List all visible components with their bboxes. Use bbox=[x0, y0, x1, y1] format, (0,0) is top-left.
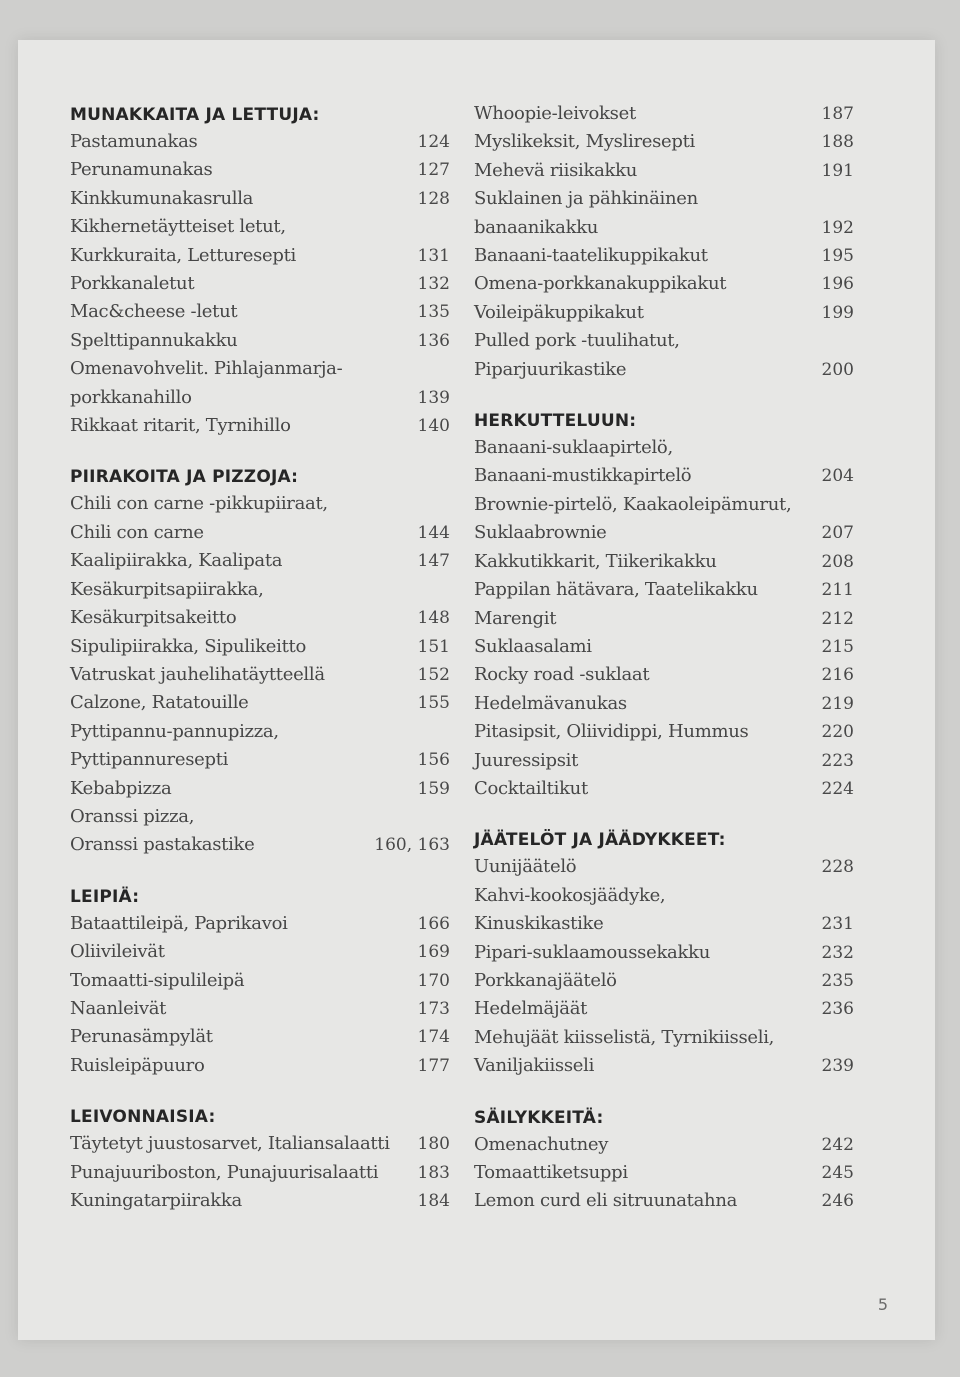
toc-entry bbox=[70, 746, 450, 774]
toc-entry bbox=[70, 270, 450, 298]
entry-title: Piparjuurikastike bbox=[474, 358, 627, 380]
toc-entry bbox=[70, 1023, 450, 1051]
toc-entry bbox=[70, 547, 450, 575]
toc-entry bbox=[70, 355, 450, 383]
entry-page-number: 228 bbox=[821, 857, 854, 878]
toc-left-column bbox=[70, 100, 450, 1237]
entry-title: Suklaabrownie bbox=[474, 522, 607, 544]
entry-title: banaanikakku bbox=[474, 216, 599, 238]
entry-title: Vatruskat jauhelihatäytteellä bbox=[70, 663, 325, 685]
entry-title: Calzone, Ratatouille bbox=[70, 692, 249, 714]
entry-page-number: 135 bbox=[417, 302, 450, 323]
toc-entry bbox=[474, 157, 854, 185]
entry-page-number: 235 bbox=[821, 970, 854, 991]
entry-title: Mac&cheese -letut bbox=[70, 301, 238, 323]
entry-title: Omenachutney bbox=[474, 1133, 609, 1155]
toc-entry bbox=[474, 995, 854, 1023]
entry-page-number: 152 bbox=[417, 664, 450, 685]
entry-title: Banaani-suklaapirtelö, bbox=[474, 437, 673, 459]
entry-page-number: 183 bbox=[417, 1162, 450, 1183]
entry-title: Kesäkurpitsakeitto bbox=[70, 607, 237, 629]
toc-entry bbox=[70, 576, 450, 604]
toc-entry bbox=[474, 270, 854, 298]
toc-entry bbox=[474, 1052, 854, 1080]
toc-entry bbox=[474, 747, 854, 775]
toc-entry bbox=[70, 633, 450, 661]
entry-page-number: 170 bbox=[417, 970, 450, 991]
toc-entry bbox=[474, 100, 854, 128]
toc-entry bbox=[474, 491, 854, 519]
entry-page-number: 215 bbox=[821, 636, 854, 657]
entry-title: Rocky road -suklaat bbox=[474, 664, 650, 686]
toc-entry bbox=[474, 128, 854, 156]
entry-title: Kahvi-kookosjäädyke, bbox=[474, 884, 666, 906]
entry-title: Kuningatarpiirakka bbox=[70, 1190, 242, 1211]
toc-section-leivonnaisia bbox=[70, 1102, 450, 1215]
entry-title: Pappilan hätävara, Taatelikakku bbox=[474, 579, 758, 601]
book-page bbox=[18, 40, 935, 1340]
toc-entry bbox=[474, 185, 854, 213]
toc-entry bbox=[70, 967, 450, 995]
entry-title: Chili con carne bbox=[70, 521, 204, 543]
entry-title: Ruisleipäpuuro bbox=[70, 1054, 205, 1076]
toc-entry bbox=[474, 434, 854, 462]
entry-title: Oliivileivät bbox=[70, 941, 165, 963]
toc-entry bbox=[474, 661, 854, 689]
entry-page-number: 188 bbox=[821, 132, 854, 153]
entry-page-number: 177 bbox=[417, 1055, 450, 1076]
entry-title: Pastamunakas bbox=[70, 131, 198, 152]
toc-entry bbox=[474, 633, 854, 661]
entry-title: Kinuskikastike bbox=[474, 913, 604, 935]
entry-page-number: 216 bbox=[821, 665, 854, 686]
entry-page-number: 236 bbox=[821, 999, 854, 1020]
toc-entry bbox=[474, 462, 854, 490]
entry-title: Marengit bbox=[474, 607, 557, 629]
entry-title: Pipari-suklaamoussekakku bbox=[474, 941, 710, 963]
toc-right-column bbox=[474, 100, 854, 1238]
entry-title: Kaalipiirakka, Kaalipata bbox=[70, 550, 283, 572]
entry-page-number: 208 bbox=[821, 551, 854, 572]
entry-title: Pyttipannu-pannupizza, bbox=[70, 720, 279, 742]
entry-page-number: 174 bbox=[417, 1027, 450, 1048]
entry-page-number: 191 bbox=[821, 160, 854, 181]
toc-section-munakkaita-ja-lettuja bbox=[70, 100, 450, 440]
entry-title: Pyttipannuresepti bbox=[70, 749, 229, 771]
toc-entry bbox=[70, 156, 450, 184]
toc-entry bbox=[474, 327, 854, 355]
toc-entry bbox=[474, 519, 854, 547]
entry-title: Spelttipannukakku bbox=[70, 329, 238, 351]
entry-page-number: 166 bbox=[417, 913, 450, 934]
entry-title: Punajuuriboston, Punajuurisalaatti bbox=[70, 1161, 379, 1183]
toc-entry bbox=[70, 1052, 450, 1080]
entry-page-number: 245 bbox=[821, 1163, 854, 1183]
toc-section-piirakoita-ja-pizzoja bbox=[70, 462, 450, 859]
toc-entry bbox=[70, 490, 450, 518]
entry-title: Kinkkumunakasrulla bbox=[70, 187, 254, 209]
entry-page-number: 199 bbox=[821, 302, 854, 323]
toc-entry bbox=[474, 775, 854, 803]
entry-page-number: 224 bbox=[821, 778, 854, 799]
toc-section-continued bbox=[474, 100, 854, 384]
toc-entry bbox=[474, 242, 854, 270]
entry-title: Myslikeksit, Mysliresepti bbox=[474, 131, 695, 153]
entry-title: Pulled pork -tuulihatut, bbox=[474, 330, 680, 352]
toc-entry bbox=[70, 128, 450, 156]
toc-entry bbox=[474, 356, 854, 384]
toc-entry bbox=[474, 1131, 854, 1159]
entry-page-number: 211 bbox=[821, 580, 854, 601]
section-heading: PIIRAKOITA JA PIZZOJA: bbox=[70, 467, 299, 488]
entry-title: Suklaasalami bbox=[474, 635, 592, 657]
entry-title: Kesäkurpitsapiirakka, bbox=[70, 578, 264, 600]
entry-page-number: 242 bbox=[821, 1134, 854, 1155]
entry-title: Perunamunakas bbox=[70, 159, 213, 181]
entry-title: Uunijäätelö bbox=[474, 856, 577, 878]
toc-entry bbox=[474, 605, 854, 633]
entry-page-number: 128 bbox=[417, 188, 450, 209]
toc-entry bbox=[70, 213, 450, 241]
entry-title: Tomaattiketsuppi bbox=[474, 1162, 628, 1183]
entry-page-number: 131 bbox=[417, 245, 450, 266]
toc-entry bbox=[70, 384, 450, 412]
entry-title: Oranssi pizza, bbox=[70, 805, 195, 827]
entry-page-number: 156 bbox=[417, 750, 450, 771]
page-number: 5 bbox=[877, 1295, 888, 1314]
toc-section-jaatelot-ja-jaadykkeet bbox=[474, 825, 854, 1080]
entry-page-number: 169 bbox=[417, 942, 450, 963]
entry-page-number: 212 bbox=[821, 608, 854, 629]
toc-entry bbox=[70, 298, 450, 326]
entry-title: Chili con carne -pikkupiiraat, bbox=[70, 493, 328, 515]
entry-title: Voileipäkuppikakut bbox=[474, 301, 644, 323]
entry-title: Oranssi pastakastike bbox=[70, 834, 255, 856]
entry-page-number: 220 bbox=[821, 722, 854, 743]
toc-section-herkutteluun bbox=[474, 406, 854, 803]
entry-page-number: 200 bbox=[821, 359, 854, 380]
toc-entry bbox=[70, 242, 450, 270]
toc-entry bbox=[70, 1187, 450, 1215]
entry-page-number: 124 bbox=[417, 132, 450, 152]
toc-entry bbox=[474, 718, 854, 746]
entry-title: Kakkutikkarit, Tiikerikakku bbox=[474, 550, 717, 572]
section-heading: LEIVONNAISIA: bbox=[70, 1107, 216, 1128]
entry-page-number: 160, 163 bbox=[374, 835, 450, 856]
entry-title: Cocktailtikut bbox=[474, 777, 588, 799]
toc-entry bbox=[70, 604, 450, 632]
entry-title: Hedelmäjäät bbox=[474, 998, 588, 1020]
entry-title: Kurkkuraita, Letturesepti bbox=[70, 244, 296, 266]
entry-page-number: 147 bbox=[417, 551, 450, 572]
entry-page-number: 231 bbox=[821, 914, 854, 935]
toc-entry bbox=[70, 775, 450, 803]
entry-title: Kebabpizza bbox=[70, 777, 172, 799]
toc-entry bbox=[70, 718, 450, 746]
entry-title: Omena-porkkanakuppikakut bbox=[474, 273, 727, 295]
entry-page-number: 127 bbox=[417, 160, 450, 181]
entry-page-number: 207 bbox=[821, 523, 854, 544]
entry-page-number: 151 bbox=[417, 636, 450, 657]
entry-page-number: 132 bbox=[417, 274, 450, 295]
entry-page-number: 187 bbox=[821, 104, 854, 124]
toc-entry bbox=[70, 938, 450, 966]
toc-entry bbox=[70, 185, 450, 213]
toc-entry bbox=[474, 853, 854, 881]
entry-page-number: 195 bbox=[821, 246, 854, 267]
toc-entry bbox=[70, 519, 450, 547]
entry-page-number: 232 bbox=[821, 942, 854, 963]
entry-page-number: 180 bbox=[417, 1134, 450, 1155]
entry-page-number: 144 bbox=[417, 522, 450, 543]
entry-page-number: 239 bbox=[821, 1056, 854, 1077]
entry-page-number: 139 bbox=[417, 387, 450, 408]
toc-entry bbox=[70, 689, 450, 717]
entry-title: Banaani-taatelikuppikakut bbox=[474, 245, 708, 267]
entry-title: Omenavohvelit. Pihlajanmarja- bbox=[70, 358, 343, 380]
toc-section-sailykkeita bbox=[474, 1103, 854, 1216]
toc-entry bbox=[474, 882, 854, 910]
toc-entry bbox=[70, 412, 450, 440]
toc-entry bbox=[474, 576, 854, 604]
toc-entry bbox=[474, 910, 854, 938]
section-heading: LEIPIÄ: bbox=[70, 886, 140, 907]
entry-title: Vaniljakiisseli bbox=[474, 1055, 595, 1077]
toc-entry bbox=[474, 1024, 854, 1052]
entry-title: Lemon curd eli sitruunatahna bbox=[474, 1190, 738, 1212]
entry-title: Perunasämpylät bbox=[70, 1026, 213, 1048]
entry-page-number: 223 bbox=[821, 750, 854, 771]
toc-entry bbox=[70, 910, 450, 938]
toc-entry bbox=[474, 967, 854, 995]
entry-page-number: 246 bbox=[821, 1191, 854, 1212]
toc-entry bbox=[474, 214, 854, 242]
entry-title: Brownie-pirtelö, Kaakaoleipämurut, bbox=[474, 493, 792, 515]
entry-page-number: 140 bbox=[417, 416, 450, 437]
entry-page-number: 173 bbox=[417, 998, 450, 1019]
toc-entry bbox=[474, 1187, 854, 1215]
entry-title: Tomaatti-sipulileipä bbox=[70, 969, 245, 991]
entry-page-number: 159 bbox=[417, 778, 450, 799]
entry-title: Banaani-mustikkapirtelö bbox=[474, 465, 692, 487]
entry-title: porkkanahillo bbox=[70, 386, 192, 408]
entry-page-number: 196 bbox=[821, 274, 854, 295]
toc-entry bbox=[70, 995, 450, 1023]
entry-title: Porkkanaletut bbox=[70, 273, 195, 295]
entry-title: Rikkaat ritarit, Tyrnihillo bbox=[70, 415, 291, 437]
entry-title: Täytetyt juustosarvet, Italiansalaatti bbox=[70, 1133, 390, 1155]
entry-page-number: 204 bbox=[821, 466, 854, 487]
entry-page-number: 219 bbox=[821, 693, 854, 714]
entry-title: Naanleivät bbox=[70, 997, 167, 1019]
toc-entry bbox=[474, 299, 854, 327]
entry-page-number: 136 bbox=[417, 330, 450, 351]
toc-entry bbox=[474, 939, 854, 967]
toc-entry bbox=[474, 690, 854, 718]
entry-title: Whoopie-leivokset bbox=[474, 103, 636, 124]
entry-title: Mehujäät kiisselistä, Tyrnikiisseli, bbox=[474, 1026, 775, 1048]
entry-title: Porkkanajäätelö bbox=[474, 969, 617, 991]
entry-title: Pitasipsit, Oliividippi, Hummus bbox=[474, 721, 749, 743]
entry-title: Sipulipiirakka, Sipulikeitto bbox=[70, 635, 307, 657]
section-heading: MUNAKKAITA JA LETTUJA: bbox=[70, 105, 320, 125]
entry-title: Mehevä riisikakku bbox=[474, 159, 638, 181]
section-heading: JÄÄTELÖT JA JÄÄDYKKEET: bbox=[474, 830, 726, 851]
toc-section-leipia bbox=[70, 882, 450, 1080]
entry-page-number: 192 bbox=[821, 217, 854, 238]
toc-entry bbox=[70, 327, 450, 355]
toc-entry bbox=[474, 1159, 854, 1187]
entry-title: Suklainen ja pähkinäinen bbox=[474, 188, 698, 210]
toc-entry bbox=[474, 548, 854, 576]
entry-title: Juuressipsit bbox=[474, 749, 579, 771]
entry-page-number: 148 bbox=[417, 608, 450, 629]
section-heading: HERKUTTELUUN: bbox=[474, 411, 637, 432]
entry-title: Bataattileipä, Paprikavoi bbox=[70, 912, 288, 934]
entry-title: Hedelmävanukas bbox=[474, 692, 627, 714]
toc-entry bbox=[70, 1130, 450, 1158]
entry-page-number: 155 bbox=[417, 693, 450, 714]
entry-page-number: 184 bbox=[417, 1191, 450, 1211]
toc-entry bbox=[70, 1159, 450, 1187]
toc-entry bbox=[70, 661, 450, 689]
entry-title: Kikhernetäytteiset letut, bbox=[70, 216, 286, 238]
section-heading: SÄILYKKEITÄ: bbox=[474, 1107, 604, 1128]
toc-entry bbox=[70, 803, 450, 831]
toc-entry bbox=[70, 831, 450, 859]
